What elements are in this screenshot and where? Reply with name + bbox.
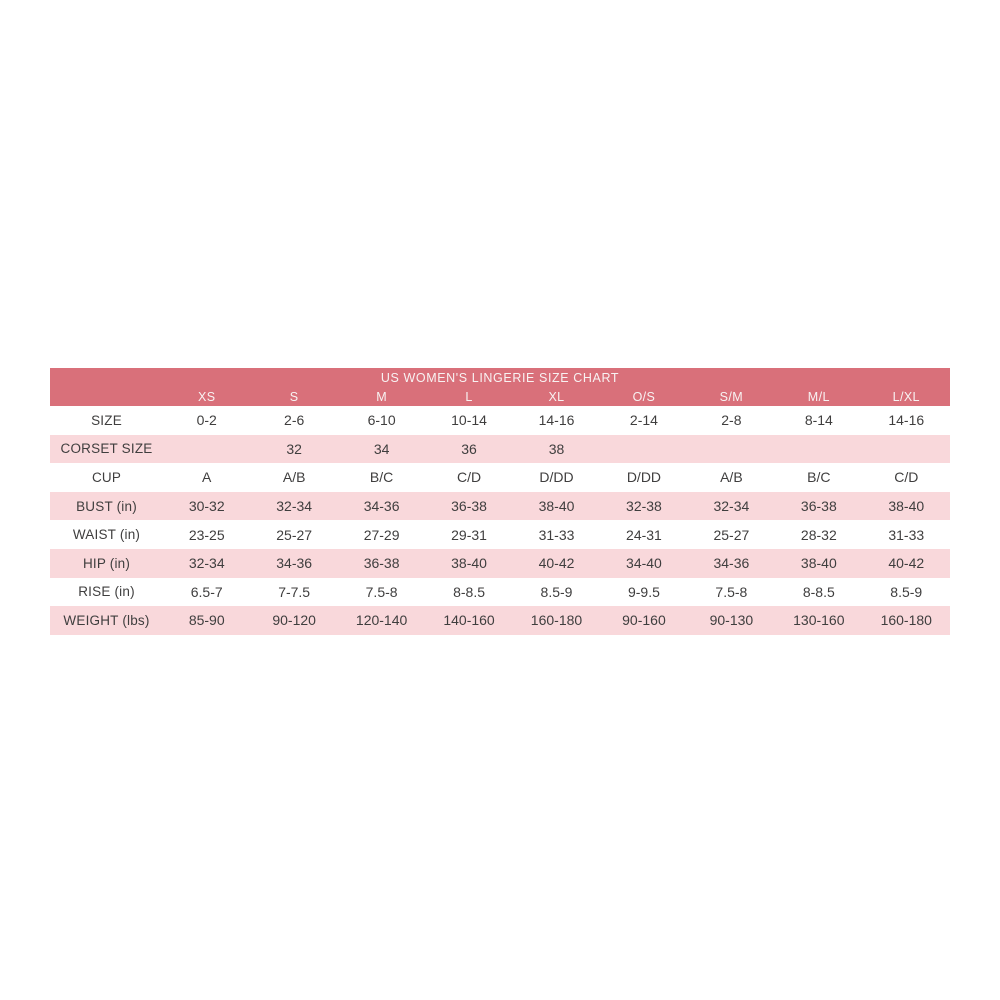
table-cell: 30-32 <box>188 498 225 515</box>
table-row <box>50 578 950 607</box>
table-cell: 27-29 <box>363 526 400 543</box>
column-header: O/S <box>632 389 656 404</box>
column-header: L <box>465 389 473 404</box>
table-cell: 140-160 <box>443 612 495 629</box>
table-cell: 2-14 <box>629 412 658 429</box>
table-cell: C/D <box>456 469 482 486</box>
table-cell: 32-34 <box>276 498 313 515</box>
table-cell: 29-31 <box>451 526 487 543</box>
table-cell: 36-38 <box>451 498 487 515</box>
table-cell: A <box>202 469 212 486</box>
table-cell: 160-180 <box>530 612 583 629</box>
table-cell: 14-16 <box>538 412 575 429</box>
table-cell: 90-120 <box>272 612 316 629</box>
table-cell: 32-34 <box>188 555 225 572</box>
table-cell: 38-40 <box>451 555 487 572</box>
column-header: XL <box>548 389 565 404</box>
table-cell: A/B <box>282 469 306 486</box>
column-header: M <box>376 389 388 404</box>
table-cell: 90-160 <box>622 612 666 629</box>
table-cell: C/D <box>894 469 919 486</box>
table-cell <box>863 435 950 464</box>
table-cell: D/DD <box>539 469 574 486</box>
table-row <box>50 606 950 635</box>
table-row <box>50 549 950 578</box>
row-label: RISE (in) <box>78 584 135 600</box>
table-row <box>50 463 950 492</box>
column-header: M/L <box>807 389 830 404</box>
table-cell: 7.5-8 <box>715 583 748 600</box>
table-cell: 8-8.5 <box>802 583 835 600</box>
table-cell: 36 <box>461 440 477 457</box>
table-cell: 7.5-8 <box>365 583 398 600</box>
table-cell: 34-36 <box>276 555 313 572</box>
row-label: WEIGHT (lbs) <box>63 612 150 628</box>
table-cell: 34-40 <box>626 555 662 572</box>
table-cell: 34 <box>373 440 390 457</box>
table-cell: 6.5-7 <box>190 583 223 600</box>
table-cell: 14-16 <box>888 412 925 429</box>
row-label: WAIST (in) <box>72 527 141 543</box>
table-cell: 25-27 <box>713 526 750 543</box>
table-cell: 32-34 <box>713 498 750 515</box>
table-cell: 8-14 <box>804 412 833 429</box>
table-cell: 36-38 <box>800 498 837 515</box>
table-cell: 31-33 <box>888 526 925 543</box>
table-cell <box>163 435 250 464</box>
column-header: L/XL <box>892 389 920 404</box>
table-cell: 130-160 <box>793 612 845 629</box>
table-cell: 32-38 <box>626 498 662 515</box>
table-cell <box>775 435 862 464</box>
table-cell: 40-42 <box>888 555 925 572</box>
table-cell: A/B <box>720 469 743 486</box>
table-cell: 7-7.5 <box>278 583 311 600</box>
table-cell: 8.5-9 <box>540 583 573 600</box>
table-row <box>50 435 950 464</box>
table-cell <box>688 435 775 464</box>
table-cell: 85-90 <box>188 612 225 629</box>
table-cell: 9-9.5 <box>627 583 660 600</box>
table-row <box>50 406 950 435</box>
table-cell: 28-32 <box>800 526 837 543</box>
row-label: CUP <box>91 469 122 485</box>
table-cell: 120-140 <box>355 612 408 629</box>
table-cell: 24-31 <box>626 526 662 543</box>
row-label: CORSET SIZE <box>60 441 153 457</box>
table-cell: 31-33 <box>538 526 575 543</box>
table-cell: 25-27 <box>276 526 313 543</box>
table-cell: 38-40 <box>800 555 837 572</box>
column-header-row <box>50 387 950 406</box>
table-cell: 36-38 <box>363 555 400 572</box>
row-label: HIP (in) <box>82 555 131 571</box>
chart-title: US WOMEN'S LINGERIE SIZE CHART <box>50 368 950 387</box>
lingerie-size-chart-table <box>50 368 950 635</box>
column-header: S <box>289 389 299 404</box>
header-corner-cell <box>50 387 163 406</box>
table-cell: 23-25 <box>188 526 225 543</box>
row-label: SIZE <box>91 412 122 428</box>
table-cell: 34-36 <box>713 555 750 572</box>
table-cell: 6-10 <box>367 412 396 429</box>
table-cell: 160-180 <box>880 612 932 629</box>
table-row <box>50 520 950 549</box>
table-cell: 32 <box>286 440 302 457</box>
table-cell: 38 <box>548 440 565 457</box>
table-cell: 2-6 <box>284 412 305 429</box>
table-cell: 34-36 <box>363 498 400 515</box>
table-cell: 2-8 <box>721 412 742 429</box>
table-cell: B/C <box>807 469 831 486</box>
table-body <box>50 406 950 635</box>
table-cell: 38-40 <box>888 498 925 515</box>
column-header: XS <box>197 389 216 404</box>
table-cell: B/C <box>369 469 394 486</box>
table-cell: 90-130 <box>709 612 754 629</box>
table-cell: 40-42 <box>538 555 575 572</box>
column-header: S/M <box>719 389 744 404</box>
row-label: BUST (in) <box>76 498 137 514</box>
table-cell <box>600 435 687 464</box>
table-cell: D/DD <box>626 469 662 486</box>
table-cell: 8.5-9 <box>890 583 923 600</box>
table-cell: 8-8.5 <box>453 583 485 600</box>
table-cell: 0-2 <box>196 412 217 429</box>
table-row <box>50 492 950 521</box>
table-cell: 10-14 <box>451 412 487 429</box>
table-cell: 38-40 <box>538 498 575 515</box>
